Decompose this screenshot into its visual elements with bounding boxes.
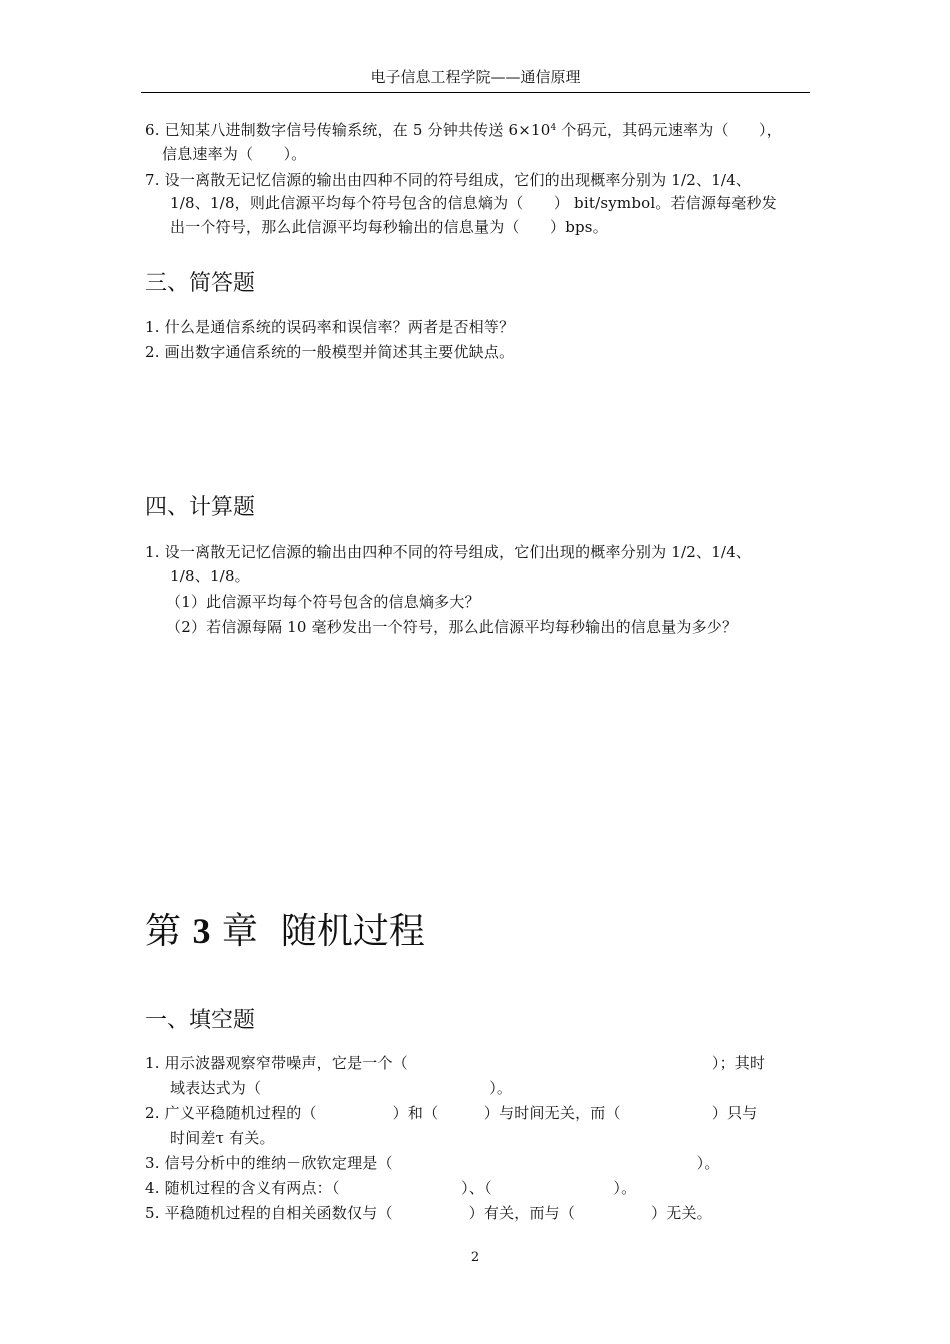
calc-q1-sub-1: （1）此信源平均每个符号包含的信息熵多大？ bbox=[166, 593, 480, 611]
section-title-fill-blank: 一、填空题 bbox=[145, 1008, 256, 1033]
question-6-line-2: 信息速率为（ ）。 bbox=[162, 145, 307, 163]
calc-q1-line-2: 1/8、1/8。 bbox=[170, 567, 250, 585]
fill-q1-line-2: 域表达式为（ ）。 bbox=[170, 1079, 513, 1097]
section-title-short-answer: 三、简答题 bbox=[145, 271, 256, 296]
question-7-line-3: 出一个符号，那么此信源平均每秒输出的信息量为（ ）bps。 bbox=[170, 218, 608, 236]
calc-q1-line-1: 1. 设一离散无记忆信源的输出由四种不同的符号组成，它们出现的概率分别为 1/2、1/4、 bbox=[145, 543, 752, 561]
exponent: 4 bbox=[550, 123, 557, 133]
fill-q1-line-1: 1. 用示波器观察窄带噪声，它是一个（ ）；其时 bbox=[145, 1054, 766, 1072]
fill-q3: 3. 信号分析中的维纳－欣钦定理是（ ）。 bbox=[145, 1154, 720, 1172]
page-header: 电子信息工程学院——通信原理 bbox=[141, 66, 810, 93]
calc-q1-sub-2: （2）若信源每隔 10 毫秒发出一个符号，那么此信源平均每秒输出的信息量为多少？ bbox=[166, 618, 738, 636]
short-answer-q1: 1. 什么是通信系统的误码率和误信率？两者是否相等？ bbox=[145, 318, 515, 336]
fill-q4: 4. 随机过程的含义有两点：（ ）、（ ）。 bbox=[145, 1179, 637, 1197]
question-6-text: 6. 已知某八进制数字信号传输系统，在 5 分钟共传送 6×10 bbox=[145, 121, 551, 139]
question-7-line-2: 1/8、1/8，则此信源平均每个符号包含的信息熵为（ ） bit/symbol。若信源每毫秒发 bbox=[170, 194, 777, 212]
section-title-calculation: 四、计算题 bbox=[145, 495, 256, 520]
fill-q2-line-1: 2. 广义平稳随机过程的（ ）和（ ）与时间无关，而（ ）只与 bbox=[145, 1104, 758, 1122]
question-7-line-1: 7. 设一离散无记忆信源的输出由四种不同的符号组成，它们的出现概率分别为 1/2、1/4、 bbox=[145, 171, 752, 189]
chapter-number: 3 bbox=[192, 911, 211, 951]
question-6-line-1 bbox=[145, 118, 782, 140]
chapter-title: 随机过程 bbox=[280, 911, 425, 952]
fill-q5: 5. 平稳随机过程的自相关函数仅与（ ）有关，而与（ ）无关。 bbox=[145, 1204, 712, 1222]
chapter-prefix: 第 bbox=[145, 911, 182, 952]
chapter-suffix: 章 bbox=[221, 911, 258, 952]
chapter-heading bbox=[145, 908, 425, 955]
question-6-text-end: 个码元，其码元速率为（ ）， bbox=[556, 121, 782, 139]
page-number: 2 bbox=[470, 1250, 480, 1265]
fill-q2-line-2: 时间差τ 有关。 bbox=[170, 1129, 275, 1147]
short-answer-q2: 2. 画出数字通信系统的一般模型并简述其主要优缺点。 bbox=[145, 343, 515, 361]
